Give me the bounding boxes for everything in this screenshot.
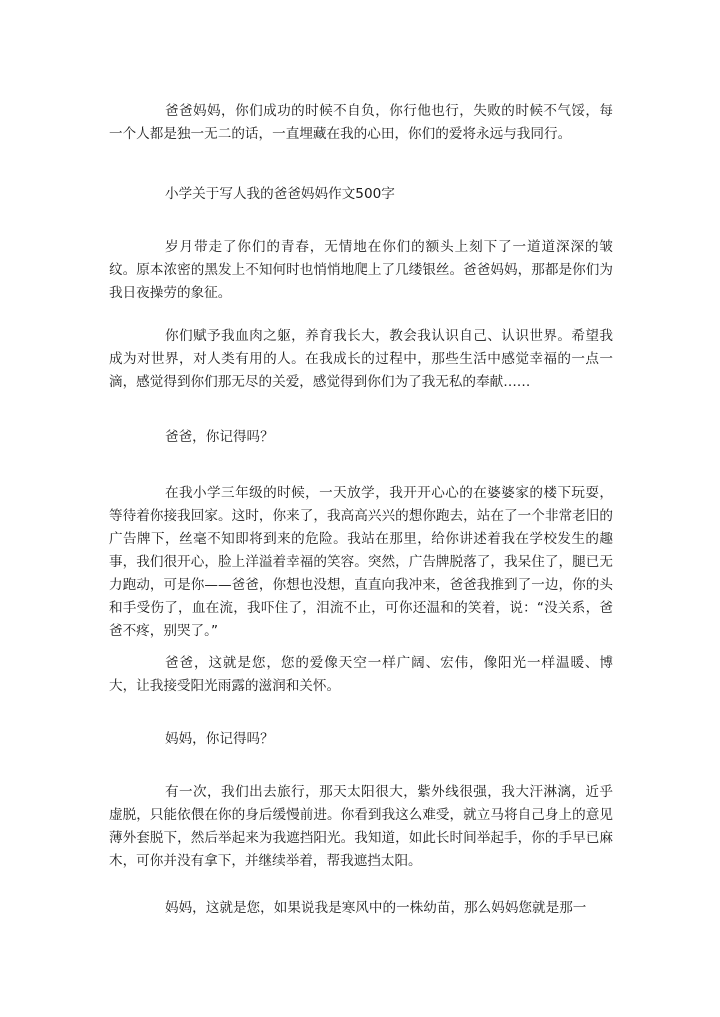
paragraph-travel-story: 有一次，我们出去旅行，那天太阳很大，紫外线很强，我大汗淋漓，近乎虚脱，只能依偎在你的身后缓慢前进。你看到我这么难受，就立马将自己身上的意见薄外套脱下，然后举起来为我遮挡阳光。我知道，如此长时间举起手，你的手早已麻木，可你并没有拿下，并继续举着，帮我遮挡太阳。 bbox=[109, 784, 613, 869]
paragraph-billboard-story: 在我小学三年级的时候，一天放学，我开开心心的在婆婆家的楼下玩耍，等待着你接我回家。这时，你来了，我高高兴兴的想你跑去，站在了一个非常老旧的广告牌下，丝毫不知即将到来的危险。我站在那里，给你讲述着我在学校发生的趣事，我们很开心，脸上洋溢着幸福的笑容。突然，广告牌脱落了，我呆住了，腿已无力跑动，可是你——爸爸，你想也没想，直直向我冲来，爸爸我推到了一边，你的头和手受伤了，血在流，我吓住了，泪流不止，可你还温和的笑着，说：“没关系，爸爸不疼，别哭了。” bbox=[109, 485, 613, 639]
article-title: 小学关于写人我的爸爸妈妈作文500字 bbox=[165, 186, 395, 202]
paragraph-dad-love: 爸爸，这就是您，您的爱像天空一样广阔、宏伟，像阳光一样温暖、博大，让我接受阳光雨露的滋润和关怀。 bbox=[109, 655, 613, 694]
paragraph-closing-praise: 爸爸妈妈，你们成功的时候不自负，你行他也行，失败的时候不气馁，每一个人都是独一无二的话，一直埋藏在我的心田，你们的爱将永远与我同行。 bbox=[109, 103, 613, 142]
paragraph-years: 岁月带走了你们的青春，无情地在你们的额头上刻下了一道道深深的皱纹。原本浓密的黑发上不知何时也悄悄地爬上了几缕银丝。爸爸妈妈，那都是你们为我日夜操劳的象征。 bbox=[109, 239, 613, 301]
paragraph-mom-love: 妈妈，这就是您，如果说我是寒风中的一株幼苗，那么妈妈您就是那一 bbox=[165, 900, 587, 916]
heading-dad-remember: 爸爸，你记得吗？ bbox=[165, 429, 274, 445]
heading-mom-remember: 妈妈，你记得吗？ bbox=[165, 731, 274, 747]
paragraph-upbringing: 你们赋予我血肉之躯，养育我长大，教会我认识自己、认识世界。希望我成为对世界，对人类有用的人。在我成长的过程中，那些生活中感觉幸福的一点一滴，感觉得到你们那无尽的关爱，感觉得到你们为了我无私的奉献…… bbox=[109, 328, 613, 390]
